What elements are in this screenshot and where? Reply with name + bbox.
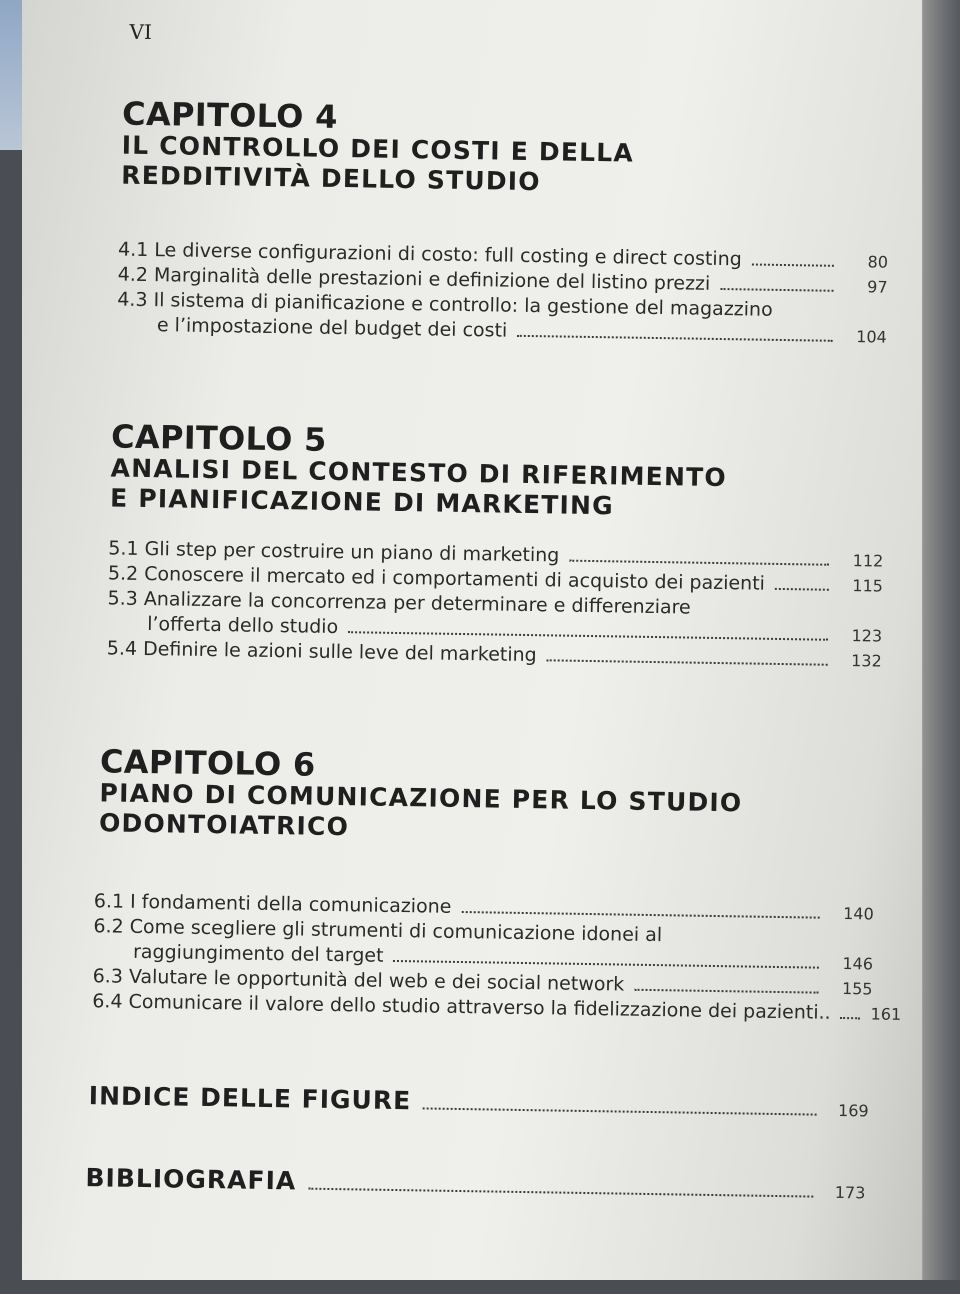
chapter-title: IL CONTROLLO DEI COSTI E DELLA REDDITIVITÀ DELLO STUDIO	[121, 130, 635, 197]
page-edge	[918, 0, 960, 1280]
dot-leader	[517, 335, 833, 342]
chapter-5-entries	[107, 536, 884, 673]
dot-leader	[720, 288, 833, 292]
backmatter-label: BIBLIOGRAFIA	[85, 1163, 297, 1196]
toc-entry-5-1[interactable]: 5.1 Gli step per costruire un piano di marketing 112	[108, 536, 883, 573]
chapter-title: ANALISI DEL CONTESTO DI RIFERIMENTO E PIANIFICAZIONE DI MARKETING	[109, 453, 728, 521]
toc-entry-5-2[interactable]: 5.2 Conoscere il mercato ed i comportamenti di acquisto dei pazienti 115	[108, 561, 883, 598]
dot-leader	[348, 631, 828, 641]
backmatter-figures[interactable]	[89, 1081, 869, 1122]
toc-entry-5-4[interactable]: 5.4 Definire le azioni sulle leve del marketing 132	[107, 636, 882, 673]
chapter-5-header	[110, 419, 728, 523]
chapter-heading: CAPITOLO 6	[99, 742, 316, 784]
dot-leader	[634, 989, 818, 994]
chapter-6-header	[99, 744, 743, 848]
dot-leader	[308, 1188, 813, 1198]
chapter-heading: CAPITOLO 5	[110, 417, 327, 459]
page-ref: 161	[870, 1004, 902, 1024]
page-ref: 112	[852, 551, 884, 571]
toc-entry-6-1[interactable]: 6.1 I fondamenti della comunicazione 140	[94, 889, 874, 926]
page-number: VI	[129, 19, 153, 45]
page-ref: 97	[867, 277, 888, 297]
table-of-contents	[2, 0, 922, 1294]
toc-entry-4-2[interactable]: 4.2 Marginalità delle prestazioni e definizione del listino prezzi 97	[117, 263, 887, 300]
dot-leader	[569, 560, 829, 566]
toc-entry-6-4[interactable]: 6.4 Comunicare il valore dello studio attraverso la fidelizzazione dei pazienti.. 161	[92, 989, 872, 1026]
page-ref: 132	[851, 651, 882, 671]
chapter-4-header	[121, 94, 635, 199]
dot-leader	[841, 1017, 861, 1019]
dot-leader	[752, 263, 834, 266]
page-ref: 155	[841, 979, 873, 999]
page-ref: 115	[852, 576, 884, 596]
page-ref: 173	[834, 1182, 866, 1203]
toc-entry-4-1[interactable]: 4.1 Le diverse configurazioni di costo: full costing e direct costing 80	[118, 238, 888, 275]
dot-leader	[547, 659, 828, 665]
chapter-title: PIANO DI COMUNICAZIONE PER LO STUDIO ODONTOIATRICO	[98, 778, 743, 842]
page-ref: 104	[856, 327, 887, 347]
dot-leader	[775, 588, 829, 591]
chapter-heading: CAPITOLO 4	[121, 94, 339, 136]
toc-entry-6-2[interactable]: 6.2 Come scegliere gli strumenti di comunicazione idonei al raggiungimento del target 146	[93, 914, 874, 976]
chapter-4-entries	[117, 238, 888, 350]
page-ref: 140	[843, 904, 874, 924]
page-ref: 169	[837, 1100, 869, 1121]
backmatter-bibliography[interactable]	[85, 1163, 865, 1204]
dot-leader	[393, 960, 818, 969]
toc-entry-5-3[interactable]: 5.3 Analizzare la concorrenza per determinare e differenziare l’offerta dello studio 123	[107, 586, 883, 648]
dot-leader	[461, 911, 819, 919]
toc-entry-4-3[interactable]: 4.3 Il sistema di pianificazione e controllo: la gestione del magazzino e l’impostazione del budget dei costi 104	[117, 288, 888, 350]
page-ref: 80	[867, 252, 889, 272]
toc-entry-6-3[interactable]: 6.3 Valutare le opportunità del web e dei social network 155	[92, 964, 872, 1001]
book-page	[22, 0, 923, 1280]
page-ref: 146	[842, 954, 874, 974]
chapter-6-entries	[92, 889, 902, 1026]
page-ref: 123	[851, 626, 883, 646]
dot-leader	[423, 1107, 817, 1115]
backmatter-label: INDICE DELLE FIGURE	[88, 1081, 412, 1116]
